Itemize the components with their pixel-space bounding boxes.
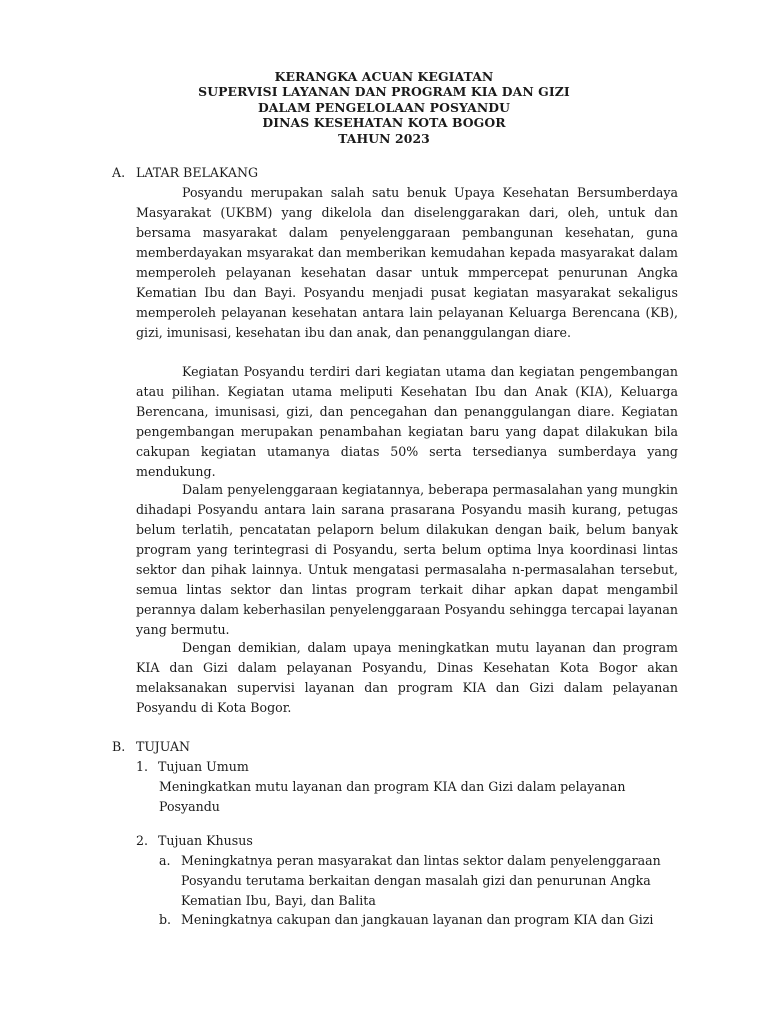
list-title: Tujuan Khusus <box>158 833 253 848</box>
list-item-text: Meningkatnya cakupan dan jangkauan layanan dan program KIA dan Gizi <box>181 912 654 927</box>
list-item <box>159 910 679 930</box>
section-letter: A. <box>112 165 126 180</box>
section-a-heading <box>112 163 258 183</box>
list-item <box>159 851 679 911</box>
document-title <box>0 69 768 146</box>
paragraph: Dengan demikian, dalam upaya meningkatkan mutu layanan dan program KIA dan Gizi dalam pelayanan Posyandu, Dinas Kesehatan Kota Bogor akan melaksanakan supervisi layanan dan program KIA dan Gizi dalam pelayanan Posyandu di Kota Bogor. <box>136 640 678 715</box>
list-number: 2. <box>136 833 149 848</box>
list-letter: b. <box>159 912 172 927</box>
paragraph: Kegiatan Posyandu terdiri dari kegiatan utama dan kegiatan pengembangan atau pilihan. Kegiatan utama meliputi Kesehatan Ibu dan Anak (KIA), Keluarga Berencana, imunisasi, gizi, dan pencegahan dan penanggulangan diare. Kegiatan pengembangan merupakan penambahan kegiatan baru yang dapat dilakukan bila cakupan kegiatan utamanya diatas 50% serta tersedianya sumberdaya yang mendukung. <box>136 364 678 479</box>
list-letter: a. <box>159 853 171 868</box>
title-line: SUPERVISI LAYANAN DAN PROGRAM KIA DAN GIZI <box>198 84 570 100</box>
tujuan-umum-text: Meningkatkan mutu layanan dan program KIA dan Gizi dalam pelayanan Posyandu <box>159 779 626 814</box>
title-line: KERANGKA ACUAN KEGIATAN <box>274 69 494 84</box>
list-number: 1. <box>136 759 149 774</box>
paragraph: Dalam penyelenggaraan kegiatannya, beberapa permasalahan yang mungkin dihadapi Posyandu antara lain sarana prasarana Posyandu masih kurang, petugas belum terlatih, pencatatan pelaporn belum dilakukan dengan baik, belum banyak program yang terintegrasi di Posyandu, serta belum optima lnya koordinasi lintas sektor dan pihak lainnya. Untuk mengatasi permasalaha n-permasalahan tersebut, semua lintas sektor dan lintas program terkait dihar apkan dapat mengambil perannya dalam keberhasilan penyelenggaraan Posyandu sehingga tercapai layanan yang bermutu. <box>136 482 678 637</box>
paragraph: Posyandu merupakan salah satu benuk Upaya Kesehatan Bersumberdaya Masyarakat (UKBM) yang dikelola dan diselenggarakan dari, oleh, untuk dan bersama masyarakat dalam penyelenggaraan pembangunan kesehatan, guna memberdayakan msyarakat dan memberikan kemudahan kepada masyarakat dalam memperoleh pelayanan kesehatan dasar untuk mmpercepat penurunan Angka Kematian Ibu dan Bayi. Posyandu menjadi pusat kegiatan masyarakat sekaligus memperoleh pelayanan kesehatan antara lain pelayanan Keluarga Berencana (KB), gizi, imunisasi, kesehatan ibu dan anak, dan penanggulangan diare. <box>136 185 678 340</box>
title-line: DINAS KESEHATAN KOTA BOGOR <box>262 115 506 131</box>
section-letter: B. <box>112 739 126 754</box>
list-title: Tujuan Umum <box>158 759 249 774</box>
tujuan-umum-heading <box>136 757 249 777</box>
section-title: TUJUAN <box>136 739 191 754</box>
list-item-text: Meningkatnya peran masyarakat dan lintas sektor dalam penyelenggaraan Posyandu terutama berkaitan dengan masalah gizi dan penurunan Angka Kematian Ibu, Bayi, dan Balita <box>181 853 661 908</box>
section-b-heading <box>112 737 190 757</box>
title-line: DALAM PENGELOLAAN POSYANDU <box>257 99 511 115</box>
section-title: LATAR BELAKANG <box>136 165 259 180</box>
tujuan-khusus-heading <box>136 831 253 851</box>
title-line: TAHUN 2023 <box>338 130 430 146</box>
